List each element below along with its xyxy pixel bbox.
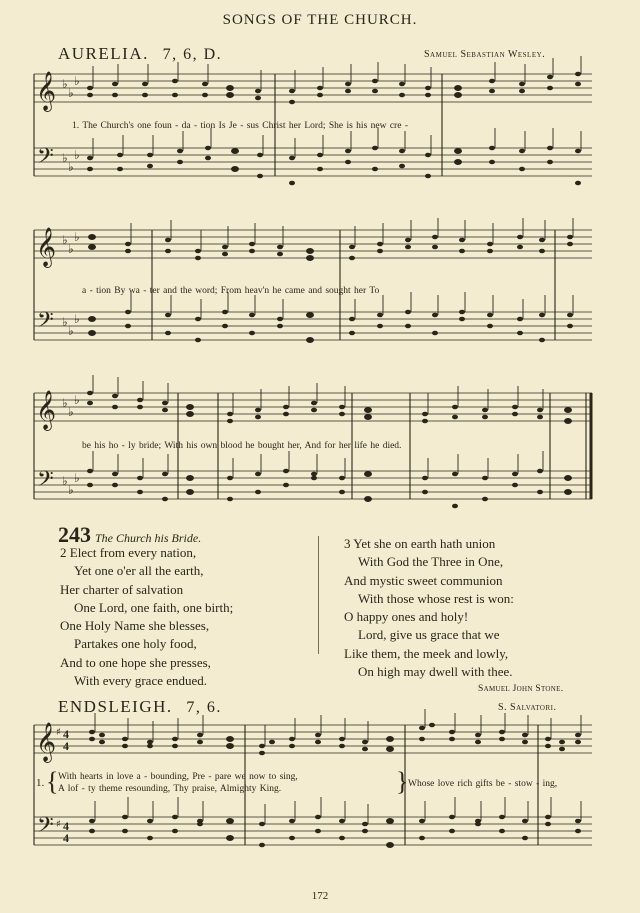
svg-text:♭: ♭ — [74, 471, 80, 485]
verse-line: Partakes one holy food, — [74, 636, 197, 652]
svg-text:♯: ♯ — [56, 819, 61, 830]
lyric-line-1: 1. The Church's one foun - da - tion Is Je - sus Christ her Lord; She is his new cre - — [72, 121, 408, 131]
svg-text:♭: ♭ — [74, 230, 80, 244]
svg-text:4: 4 — [63, 727, 69, 741]
brace-left-icon: { — [46, 767, 59, 796]
svg-text:♭: ♭ — [68, 324, 74, 338]
svg-text:𝄢: 𝄢 — [37, 813, 54, 843]
verse-line: Like them, the meek and lowly, — [344, 645, 509, 661]
svg-text:♭: ♭ — [68, 483, 74, 497]
hymn-title: The Church his Bride. — [95, 531, 202, 545]
svg-text:♭: ♭ — [68, 242, 74, 256]
bass-clef: 𝄢 — [37, 144, 54, 174]
verse-line: With God the Three in One, — [358, 554, 504, 570]
tune-meter: 7, 6, D. — [162, 46, 223, 63]
composer-name: S. Salvatori. — [498, 702, 557, 713]
verse-line: Lord, give us grace that we — [358, 627, 500, 643]
svg-text:4: 4 — [63, 831, 69, 845]
svg-text:♭: ♭ — [68, 86, 74, 100]
hymn-number: 243 — [58, 522, 91, 547]
brace-right-icon: } — [396, 767, 409, 796]
tune-meter: 7, 6. — [186, 699, 222, 716]
lyric-line-4c: Whose love rich gifts be - stow - ing, — [408, 779, 558, 789]
verse-line: And mystic sweet communion — [344, 572, 503, 588]
svg-text:♭: ♭ — [62, 396, 68, 410]
music-system-1 — [30, 66, 600, 196]
svg-text:♭: ♭ — [62, 151, 68, 165]
verse-line: 3 Yet she on earth hath union — [344, 536, 496, 551]
verse-marker: 1. — [36, 777, 45, 789]
svg-text:♭: ♭ — [62, 474, 68, 488]
svg-text:♭: ♭ — [74, 312, 80, 326]
tune-title-aurelia — [58, 44, 222, 64]
verse-line: One Lord, one faith, one birth; — [74, 599, 234, 615]
verse-line: With those whose rest is won: — [358, 590, 514, 606]
verse-2 — [60, 544, 233, 690]
lyric-line-2: a - tion By wa - ter and the word; From heav'n he came and sought her To — [82, 286, 380, 296]
svg-text:♭: ♭ — [62, 315, 68, 329]
svg-text:♭: ♭ — [68, 405, 74, 419]
verse-line: Her charter of salvation — [60, 581, 184, 597]
svg-text:𝄞: 𝄞 — [36, 227, 57, 267]
svg-text:♯: ♯ — [56, 727, 61, 738]
verse-line: And to one hope she presses, — [60, 654, 211, 670]
composer-name: Samuel Sebastian Wesley. — [424, 49, 546, 60]
hymn-author: Samuel John Stone. — [478, 684, 564, 694]
verse-line: 2 Elect from every nation, — [60, 545, 197, 560]
verse-3 — [344, 535, 514, 681]
verse-line: Yet one o'er all the earth, — [74, 563, 204, 579]
svg-text:𝄞: 𝄞 — [36, 390, 57, 430]
svg-text:♭: ♭ — [74, 74, 80, 88]
verse-line: O happy ones and holy! — [344, 609, 469, 625]
verse-line: One Holy Name she blesses, — [60, 618, 210, 634]
bass-staff — [34, 148, 592, 176]
verse-line: On high may dwell with thee. — [358, 664, 513, 680]
column-divider — [318, 536, 319, 654]
music-system-4 — [30, 717, 600, 887]
lyric-line-4b: A lof - ty theme resounding, Thy praise, Almighty King. — [58, 784, 282, 794]
svg-text:♭: ♭ — [62, 233, 68, 247]
svg-text:𝄢: 𝄢 — [37, 308, 54, 338]
tune-name: AURELIA. — [58, 44, 149, 63]
lyric-line-3: be his ho - ly bride; With his own blood he bought her, And for her life he died. — [82, 441, 402, 451]
page-number: 172 — [311, 890, 329, 902]
svg-text:𝄞: 𝄞 — [36, 722, 57, 762]
lyric-line-4a: With hearts in love a - bounding, Pre - pare we now to sing, — [58, 772, 298, 782]
svg-text:♭: ♭ — [68, 160, 74, 174]
treble-clef: 𝄞 — [36, 71, 57, 111]
svg-text:4: 4 — [63, 819, 69, 833]
tune-name: ENDSLEIGH. — [58, 697, 173, 716]
svg-text:♭: ♭ — [74, 393, 80, 407]
running-head: SONGS OF THE CHURCH. — [222, 12, 418, 28]
verse-line: With every grace endued. — [74, 673, 208, 689]
tune-title-endsleigh — [58, 697, 222, 717]
svg-text:𝄢: 𝄢 — [37, 467, 54, 497]
svg-text:♭: ♭ — [62, 77, 68, 91]
svg-text:♭: ♭ — [74, 148, 80, 162]
svg-text:4: 4 — [63, 739, 69, 753]
